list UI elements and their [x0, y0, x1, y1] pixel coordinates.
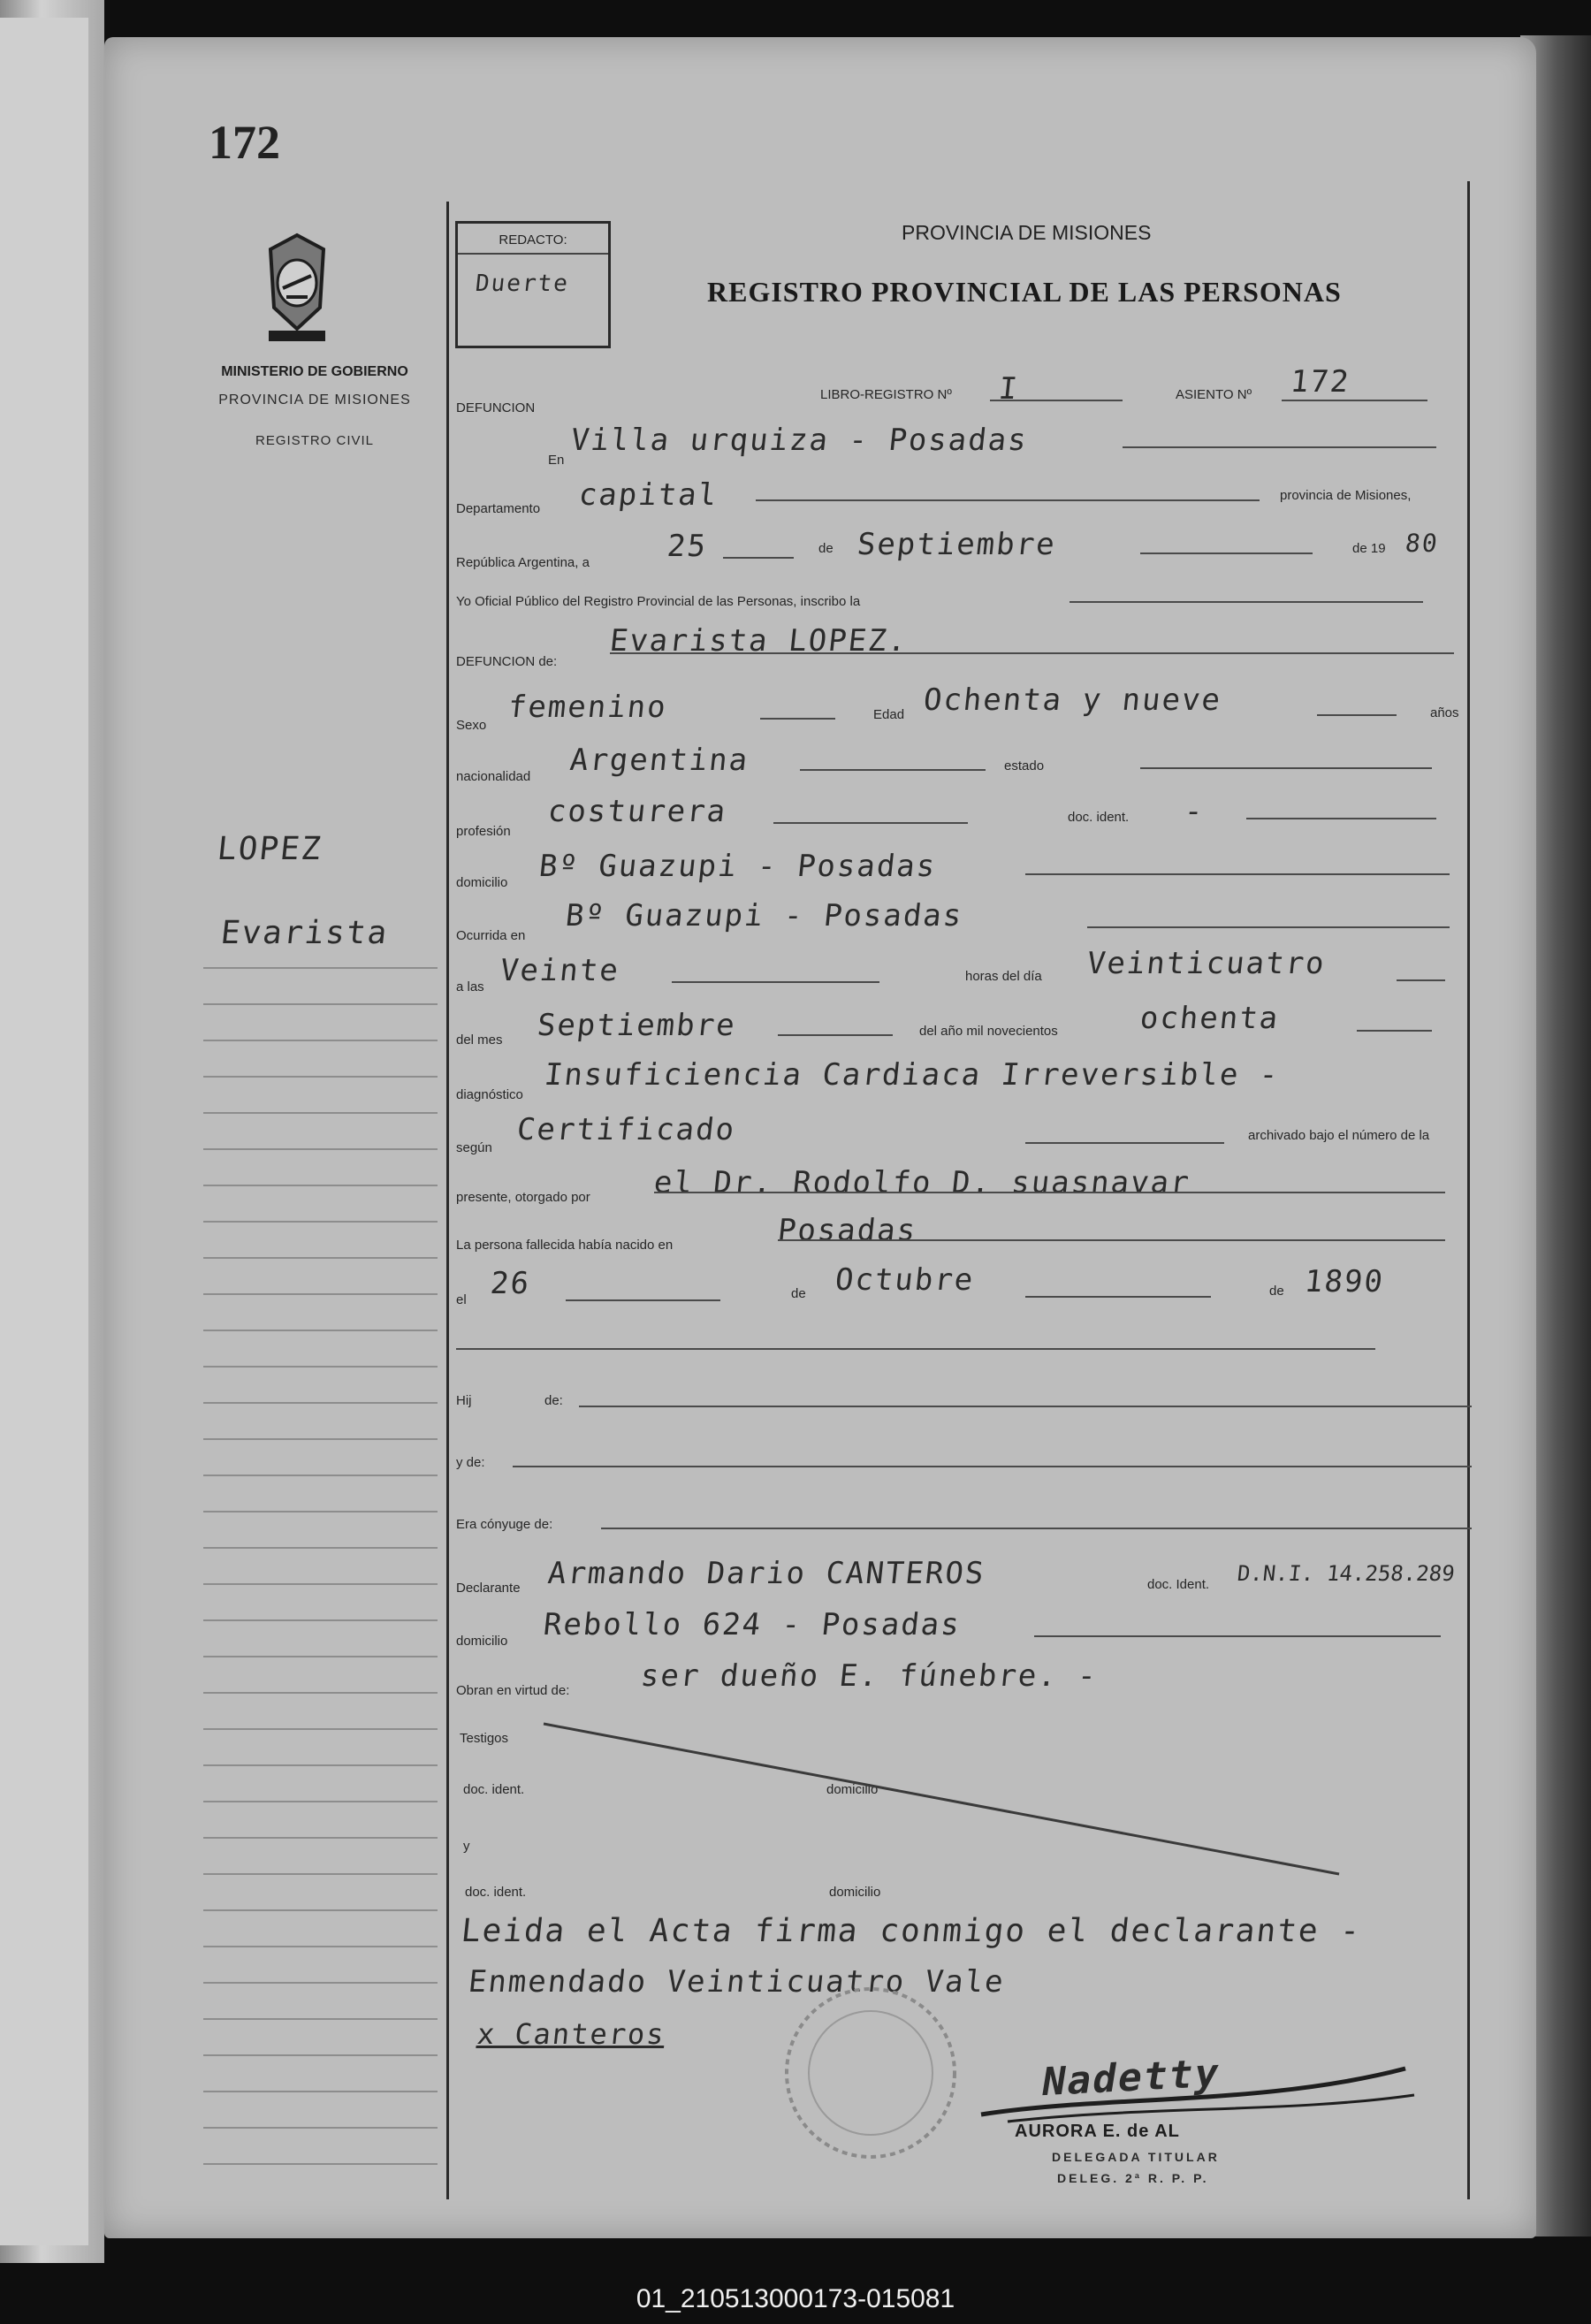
departamento-line — [756, 499, 1260, 501]
hij-de-label: de: — [544, 1393, 563, 1408]
doc-ident-label: doc. ident. — [1068, 810, 1130, 825]
nacionalidad-label: nacionalidad — [456, 769, 531, 784]
de19-label: de 19 — [1352, 541, 1386, 556]
domicilio-label: domicilio — [456, 875, 508, 890]
stamp-name: AURORA E. de AL — [1015, 2122, 1180, 2141]
nacionalidad-line — [800, 769, 986, 771]
obran-label: Obran en virtud de: — [456, 1683, 570, 1698]
oficial-line — [1070, 601, 1423, 603]
ocurrida-value: Bº Guazupi - Posadas — [563, 898, 965, 933]
declarante-domicilio-label: domicilio — [456, 1634, 508, 1649]
declarant-signature: x Canteros — [476, 2017, 667, 2051]
del-mes-label: del mes — [456, 1032, 503, 1048]
birth-month: Octubre — [833, 1262, 977, 1298]
segun-value: Certificado — [514, 1112, 738, 1147]
edad-value: Ochenta y nueve — [921, 682, 1224, 718]
nacido-value: Posadas — [775, 1213, 919, 1248]
doc-ident-line — [1246, 818, 1436, 819]
horas-label: horas del día — [965, 969, 1042, 984]
official-signature: Nadetty — [1038, 2050, 1224, 2106]
ano-label: del año mil novecientos — [919, 1024, 1058, 1039]
t2-doc-label: doc. ident. — [465, 1885, 527, 1900]
republica-label: República Argentina, a — [456, 555, 590, 570]
y-de-line — [513, 1466, 1472, 1467]
estado-line — [1140, 767, 1432, 769]
archivado-label: archivado bajo el número de la — [1248, 1128, 1430, 1143]
sexo-label: Sexo — [456, 718, 487, 733]
domicilio-line — [1025, 873, 1450, 875]
y-de-label: y de: — [456, 1455, 485, 1470]
edad-label: Edad — [873, 707, 905, 722]
closing-line-1: Leida el Acta firma conmigo el declarante - — [459, 1913, 1364, 1949]
libro-line — [990, 400, 1123, 401]
asiento-label: ASIENTO Nº — [1176, 387, 1252, 402]
year-value: 80 — [1404, 529, 1441, 558]
edad-line — [1317, 714, 1397, 716]
testigos-label: Testigos — [460, 1731, 509, 1746]
round-seal-icon — [778, 1980, 963, 2166]
a-las-value: Veinte — [498, 953, 621, 988]
domicilio-value: Bº Guazupi - Posadas — [537, 849, 939, 884]
birth-de-year-label: de — [1269, 1284, 1284, 1299]
redacto-box — [455, 221, 611, 348]
obran-value: ser dueño E. fúnebre. - — [638, 1658, 1100, 1694]
nacido-line — [778, 1239, 1445, 1241]
asiento-line — [1282, 400, 1427, 401]
hij-label: Hij — [456, 1393, 472, 1408]
defuncion-de-value: Evarista LOPEZ. — [607, 623, 910, 659]
defuncion-de-label: DEFUNCION de: — [456, 654, 558, 669]
segun-label: según — [456, 1140, 492, 1155]
en-label: En — [548, 453, 565, 468]
declarante-value: Armando Dario CANTEROS — [545, 1556, 987, 1591]
declarante-doc-value: D.N.I. 14.258.289 — [1236, 1561, 1457, 1586]
declarante-domicilio-value: Rebollo 624 - Posadas — [541, 1607, 963, 1642]
civil-registry: REGISTRO CIVIL — [255, 433, 375, 448]
ocurrida-line — [1087, 926, 1450, 928]
del-mes-value: Septiembre — [535, 1008, 738, 1043]
del-mes-line — [778, 1034, 893, 1036]
declarante-label: Declarante — [456, 1581, 521, 1596]
margin-ruled-lines — [203, 933, 438, 2170]
profesion-label: profesión — [456, 824, 511, 839]
diagnostico-value: Insuficiencia Cardiaca Irreversible - — [542, 1057, 1282, 1093]
t1-doc-label: doc. ident. — [463, 1782, 525, 1797]
y-label: y — [463, 1839, 470, 1854]
doc-ident-value: - — [1182, 794, 1207, 829]
birth-de-label: de — [791, 1286, 806, 1301]
testigos-strike-line — [539, 1715, 1352, 1892]
departamento-label: Departamento — [456, 501, 541, 516]
blank-line — [456, 1348, 1375, 1350]
asiento-value: 172 — [1288, 364, 1352, 400]
t2-dom-label: domicilio — [829, 1885, 881, 1900]
stamp-office: DELEG. 2ª R. P. P. — [1057, 2171, 1209, 2185]
a-las-label: a las — [456, 979, 484, 994]
horas-value: Veinticuatro — [1085, 946, 1328, 981]
horas-line — [1397, 979, 1445, 981]
nacionalidad-value: Argentina — [567, 743, 751, 778]
presente-value: el Dr. Rodolfo D. suasnavar — [651, 1165, 1192, 1200]
birth-year: 1890 — [1302, 1264, 1386, 1299]
libro-label: LIBRO-REGISTRO Nº — [820, 387, 952, 402]
en-line — [1123, 446, 1436, 448]
el-label: el — [456, 1292, 467, 1307]
en-value: Villa urquiza - Posadas — [568, 423, 1030, 458]
margin-surname: LOPEZ — [215, 831, 324, 867]
coat-of-arms-icon — [262, 232, 332, 347]
a-las-line — [672, 981, 879, 983]
conyuge-line — [601, 1528, 1472, 1529]
conyuge-label: Era cónyuge de: — [456, 1517, 553, 1532]
anos-label: años — [1430, 705, 1459, 720]
birth-day: 26 — [488, 1266, 533, 1301]
declarante-doc-label: doc. Ident. — [1147, 1577, 1210, 1592]
presente-label: presente, otorgado por — [456, 1190, 590, 1205]
day-line — [723, 557, 794, 559]
segun-line — [1025, 1142, 1224, 1144]
de-label: de — [818, 541, 834, 556]
footer-id: 01_210513000173-015081 — [636, 2284, 955, 2313]
ministry-province: PROVINCIA DE MISIONES — [218, 392, 411, 408]
defuncion-de-line — [610, 652, 1454, 654]
province-heading: PROVINCIA DE MISIONES — [902, 221, 1152, 244]
official-signature-flourish — [972, 2033, 1432, 2130]
provincia-label: provincia de Misiones, — [1280, 488, 1412, 503]
diagnostico-label: diagnóstico — [456, 1087, 523, 1102]
sexo-value: femenino — [506, 690, 669, 725]
ano-value: ochenta — [1138, 1001, 1282, 1036]
ministry-name: MINISTERIO DE GOBIERNO — [221, 364, 408, 379]
profesion-value: costurera — [545, 794, 729, 829]
sexo-line — [760, 718, 835, 720]
departamento-value: capital — [576, 477, 720, 513]
t1-dom-label: domicilio — [826, 1782, 879, 1797]
frame-right-line — [1467, 181, 1470, 2199]
hij-line — [579, 1406, 1472, 1407]
day-value: 25 — [665, 529, 710, 564]
month-value: Septiembre — [855, 527, 1058, 562]
redacto-value: Duerte — [474, 270, 571, 297]
declarante-domicilio-line — [1034, 1635, 1441, 1637]
act-type: DEFUNCION — [456, 400, 536, 415]
presente-line — [654, 1192, 1445, 1193]
birth-month-line — [1025, 1296, 1211, 1298]
previous-page-edge — [0, 18, 88, 2245]
ano-line — [1357, 1030, 1432, 1032]
nacido-label: La persona fallecida había nacido en — [456, 1238, 674, 1253]
libro-value: I — [996, 371, 1021, 407]
profesion-line — [773, 822, 968, 824]
birth-day-line — [566, 1299, 720, 1301]
page-number: 172 — [209, 116, 280, 169]
month-line — [1140, 552, 1313, 554]
oficial-text: Yo Oficial Público del Registro Provincial de las Personas, inscribo la — [456, 594, 861, 609]
ocurrida-label: Ocurrida en — [456, 928, 526, 943]
stamp-role: DELEGADA TITULAR — [1052, 2150, 1220, 2164]
redacto-label: REDACTO: — [458, 232, 608, 255]
document-title: REGISTRO PROVINCIAL DE LAS PERSONAS — [707, 276, 1342, 308]
estado-label: estado — [1004, 758, 1045, 773]
closing-line-2: Enmendado Veinticuatro Vale — [466, 1964, 1007, 2000]
frame-left-line — [446, 202, 449, 2199]
